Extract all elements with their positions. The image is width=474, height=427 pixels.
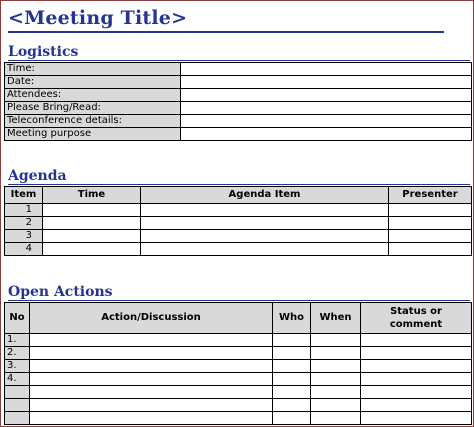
- agenda-item-cell[interactable]: [141, 217, 389, 230]
- agenda-table: [4, 186, 472, 256]
- open-actions-header-row: [5, 303, 472, 334]
- open-actions-table: [4, 302, 472, 425]
- agenda-item-cell[interactable]: [141, 243, 389, 256]
- logistics-value-cell[interactable]: [181, 102, 472, 115]
- agenda-col-item: Item: [5, 187, 43, 204]
- logistics-table: [4, 62, 472, 141]
- when-cell[interactable]: [311, 373, 361, 386]
- agenda-row: [5, 217, 472, 230]
- agenda-col-time: Time: [43, 187, 141, 204]
- action-number: [5, 412, 30, 425]
- who-cell[interactable]: [273, 373, 311, 386]
- agenda-time-cell[interactable]: [43, 204, 141, 217]
- logistics-label: Attendees:: [5, 89, 181, 102]
- logistics-row: [5, 115, 472, 128]
- action-number: 2.: [5, 347, 30, 360]
- agenda-row: [5, 243, 472, 256]
- action-cell[interactable]: [30, 334, 273, 347]
- action-row: [5, 386, 472, 399]
- logistics-value-cell[interactable]: [181, 128, 472, 141]
- who-cell[interactable]: [273, 334, 311, 347]
- action-cell[interactable]: [30, 399, 273, 412]
- action-number: [5, 386, 30, 399]
- when-cell[interactable]: [311, 399, 361, 412]
- logistics-row: [5, 63, 472, 76]
- actions-col-who: Who: [273, 303, 311, 334]
- action-number: 1.: [5, 334, 30, 347]
- agenda-presenter-cell[interactable]: [389, 243, 472, 256]
- actions-col-status: Status or comment: [361, 303, 472, 334]
- logistics-heading: Logistics: [8, 44, 79, 60]
- agenda-col-agenda-item: Agenda Item: [141, 187, 389, 204]
- logistics-value-cell[interactable]: [181, 115, 472, 128]
- agenda-header-row: [5, 187, 472, 204]
- who-cell[interactable]: [273, 412, 311, 425]
- action-row: [5, 360, 472, 373]
- agenda-presenter-cell[interactable]: [389, 230, 472, 243]
- agenda-time-cell[interactable]: [43, 217, 141, 230]
- open-actions-heading: Open Actions: [8, 284, 113, 300]
- status-cell[interactable]: [361, 347, 472, 360]
- action-number: 4.: [5, 373, 30, 386]
- logistics-value-cell[interactable]: [181, 76, 472, 89]
- agenda-row: [5, 230, 472, 243]
- agenda-row: [5, 204, 472, 217]
- logistics-row: [5, 128, 472, 141]
- agenda-item-number: 3: [5, 230, 43, 243]
- agenda-item-number: 4: [5, 243, 43, 256]
- actions-col-action: Action/Discussion: [30, 303, 273, 334]
- when-cell[interactable]: [311, 347, 361, 360]
- agenda-presenter-cell[interactable]: [389, 204, 472, 217]
- logistics-value-cell[interactable]: [181, 89, 472, 102]
- who-cell[interactable]: [273, 399, 311, 412]
- when-cell[interactable]: [311, 360, 361, 373]
- agenda-time-cell[interactable]: [43, 243, 141, 256]
- agenda-item-number: 1: [5, 204, 43, 217]
- status-cell[interactable]: [361, 386, 472, 399]
- action-row: [5, 347, 472, 360]
- open-actions-rule: [8, 300, 470, 301]
- logistics-label: Teleconference details:: [5, 115, 181, 128]
- when-cell[interactable]: [311, 334, 361, 347]
- actions-col-no: No: [5, 303, 30, 334]
- logistics-label: Meeting purpose: [5, 128, 181, 141]
- action-cell[interactable]: [30, 347, 273, 360]
- agenda-presenter-cell[interactable]: [389, 217, 472, 230]
- agenda-item-number: 2: [5, 217, 43, 230]
- title-underline: [8, 31, 444, 33]
- logistics-row: [5, 102, 472, 115]
- status-cell[interactable]: [361, 399, 472, 412]
- agenda-heading: Agenda: [8, 168, 67, 184]
- action-cell[interactable]: [30, 386, 273, 399]
- action-cell[interactable]: [30, 412, 273, 425]
- action-row: [5, 412, 472, 425]
- status-cell[interactable]: [361, 334, 472, 347]
- agenda-rule: [8, 184, 470, 185]
- page-title: <Meeting Title>: [8, 7, 188, 29]
- who-cell[interactable]: [273, 360, 311, 373]
- agenda-item-cell[interactable]: [141, 230, 389, 243]
- logistics-row: [5, 89, 472, 102]
- action-number: [5, 399, 30, 412]
- agenda-col-presenter: Presenter: [389, 187, 472, 204]
- logistics-value-cell[interactable]: [181, 63, 472, 76]
- agenda-item-cell[interactable]: [141, 204, 389, 217]
- who-cell[interactable]: [273, 386, 311, 399]
- action-cell[interactable]: [30, 373, 273, 386]
- action-number: 3.: [5, 360, 30, 373]
- status-cell[interactable]: [361, 373, 472, 386]
- logistics-label: Time:: [5, 63, 181, 76]
- when-cell[interactable]: [311, 412, 361, 425]
- action-row: [5, 399, 472, 412]
- who-cell[interactable]: [273, 347, 311, 360]
- status-cell[interactable]: [361, 360, 472, 373]
- logistics-label: Please Bring/Read:: [5, 102, 181, 115]
- agenda-time-cell[interactable]: [43, 230, 141, 243]
- logistics-label: Date:: [5, 76, 181, 89]
- logistics-row: [5, 76, 472, 89]
- action-row: [5, 373, 472, 386]
- action-row: [5, 334, 472, 347]
- logistics-rule: [8, 60, 470, 61]
- actions-col-when: When: [311, 303, 361, 334]
- action-cell[interactable]: [30, 360, 273, 373]
- when-cell[interactable]: [311, 386, 361, 399]
- status-cell[interactable]: [361, 412, 472, 425]
